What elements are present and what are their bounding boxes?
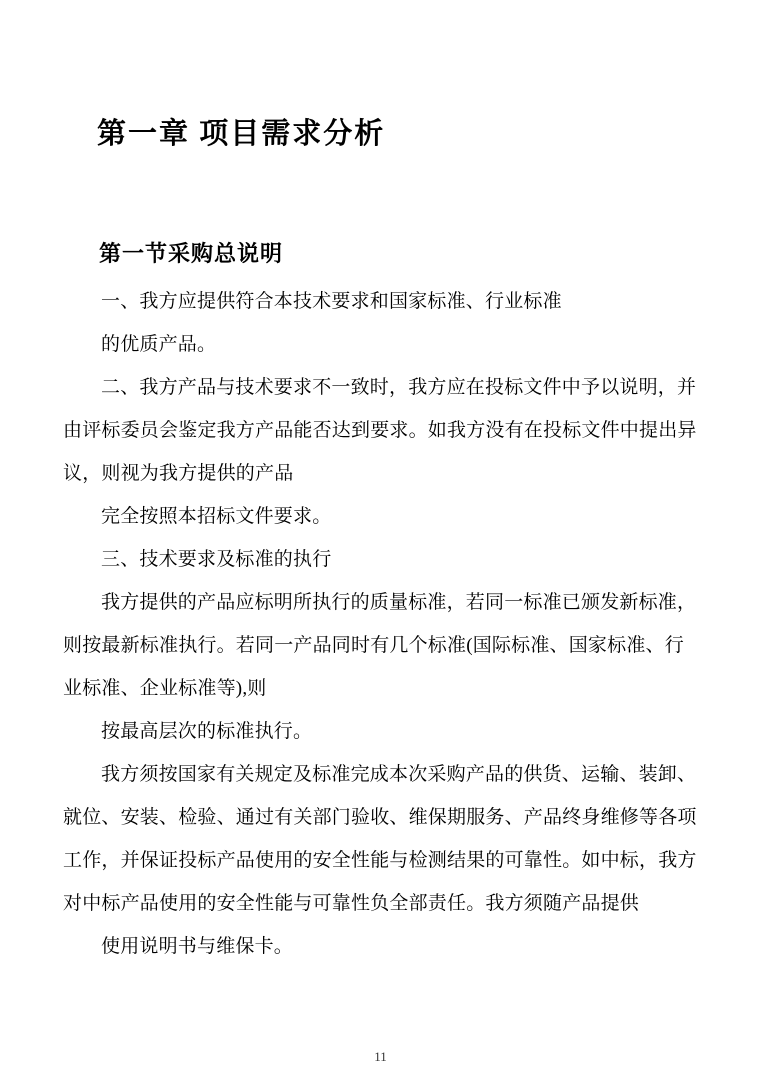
body-line: 工作，并保证投标产品使用的安全性能与检测结果的可靠性。如中标，我方 [63, 850, 697, 871]
body-line: 业标准、企业标准等),则 [63, 678, 267, 699]
body-line: 的优质产品。 [101, 334, 217, 355]
body-line: 对中标产品使用的安全性能与可靠性负全部责任。我方须随产品提供 [63, 893, 640, 914]
body-line: 由评标委员会鉴定我方产品能否达到要求。如我方没有在投标文件中提出异 [63, 420, 697, 441]
body-line: 则按最新标准执行。若同一产品同时有几个标准(国际标准、国家标准、行 [63, 635, 684, 656]
page-number: 11 [374, 1049, 387, 1064]
section-heading: 第一节采购总说明 [99, 241, 284, 267]
body-line: 就位、安装、检验、通过有关部门验收、维保期服务、产品终身维修等各项 [63, 807, 697, 828]
body-line: 议，则视为我方提供的产品 [63, 463, 294, 484]
body-line: 一、我方应提供符合本技术要求和国家标准、行业标准 [101, 291, 562, 312]
body-line: 完全按照本招标文件要求。 [101, 506, 332, 527]
body-line: 按最高层次的标准执行。 [101, 721, 313, 742]
body-text [63, 280, 700, 968]
body-line: 三、技术要求及标准的执行 [101, 549, 332, 570]
body-line: 二、我方产品与技术要求不一致时，我方应在投标文件中予以说明，并 [101, 377, 697, 398]
chapter-title: 第一章 项目需求分析 [97, 118, 386, 151]
body-line: 我方提供的产品应标明所执行的质量标准，若同一标准已颁发新标准， [101, 592, 697, 613]
body-line: 使用说明书与维保卡。 [101, 936, 294, 957]
body-line: 我方须按国家有关规定及标准完成本次采购产品的供货、运输、装卸、 [101, 764, 697, 785]
